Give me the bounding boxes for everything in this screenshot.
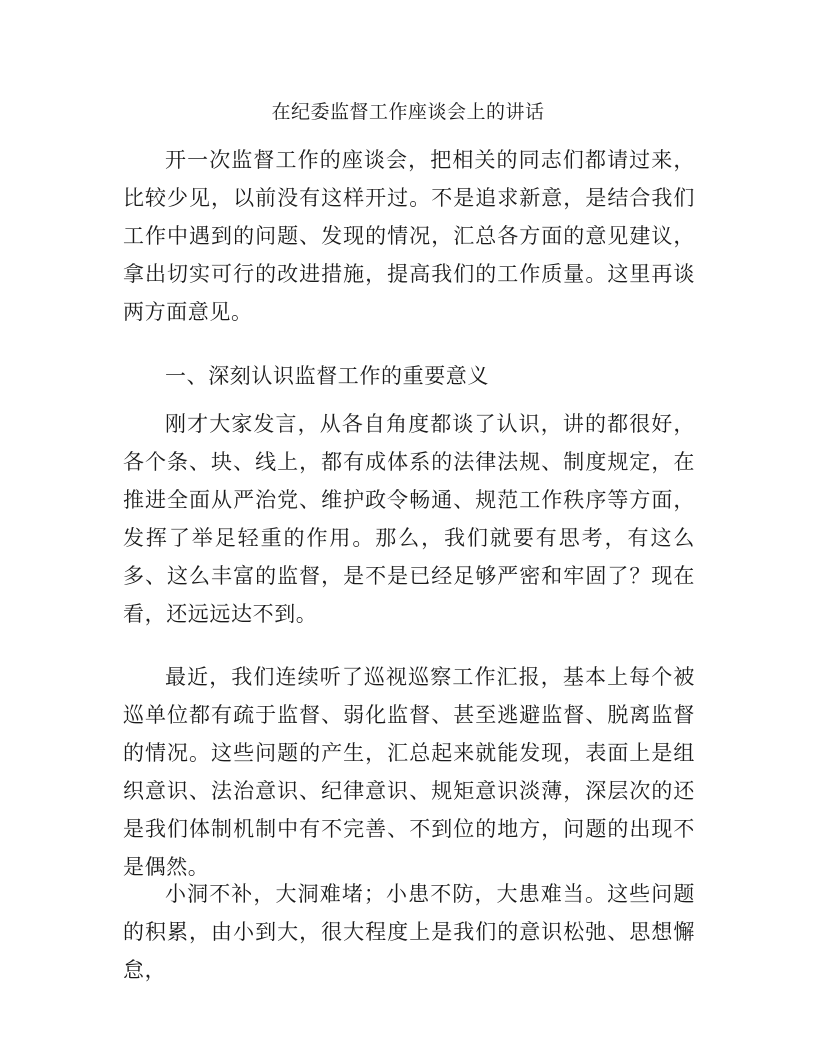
paragraph-2: 刚才大家发言，从各自角度都谈了认识，讲的都很好，各个条、块、线上，都有成体系的法律法规、制度规定，在推进全面从严治党、维护政令畅通、规范工作秩序等方面，发挥了举足轻重的作用。那么，我们就要有思考，有这么多、这么丰富的监督，是不是已经足够严密和牢固了？现在看，还远远达不到。 — [123, 412, 695, 626]
paragraph-4: 小洞不补，大洞难堵；小患不防，大患难当。这些问题的积累，由小到大，很大程度上是我们的意识松弛、思想懈怠， — [123, 882, 695, 982]
paragraph-3: 最近，我们连续听了巡视巡察工作汇报，基本上每个被巡单位都有疏于监督、弱化监督、甚至逃避监督、脱离监督的情况。这些问题的产生，汇总起来就能发现，表面上是组织意识、法治意识、纪律意识、规矩意识淡薄，深层次的还是我们体制机制中有不完善、不到位的地方，问题的出现不是偶然。 — [123, 665, 695, 879]
section-heading-1: 一、深刻认识监督工作的重要意义 — [165, 364, 489, 388]
paragraph-intro: 开一次监督工作的座谈会，把相关的同志们都请过来，比较少见，以前没有这样开过。不是追求新意，是结合我们工作中遇到的问题、发现的情况，汇总各方面的意见建议，拿出切实可行的改进措施，提高我们的工作质量。这里再谈两方面意见。 — [123, 148, 695, 324]
document-title: 在纪委监督工作座谈会上的讲话 — [271, 101, 545, 123]
